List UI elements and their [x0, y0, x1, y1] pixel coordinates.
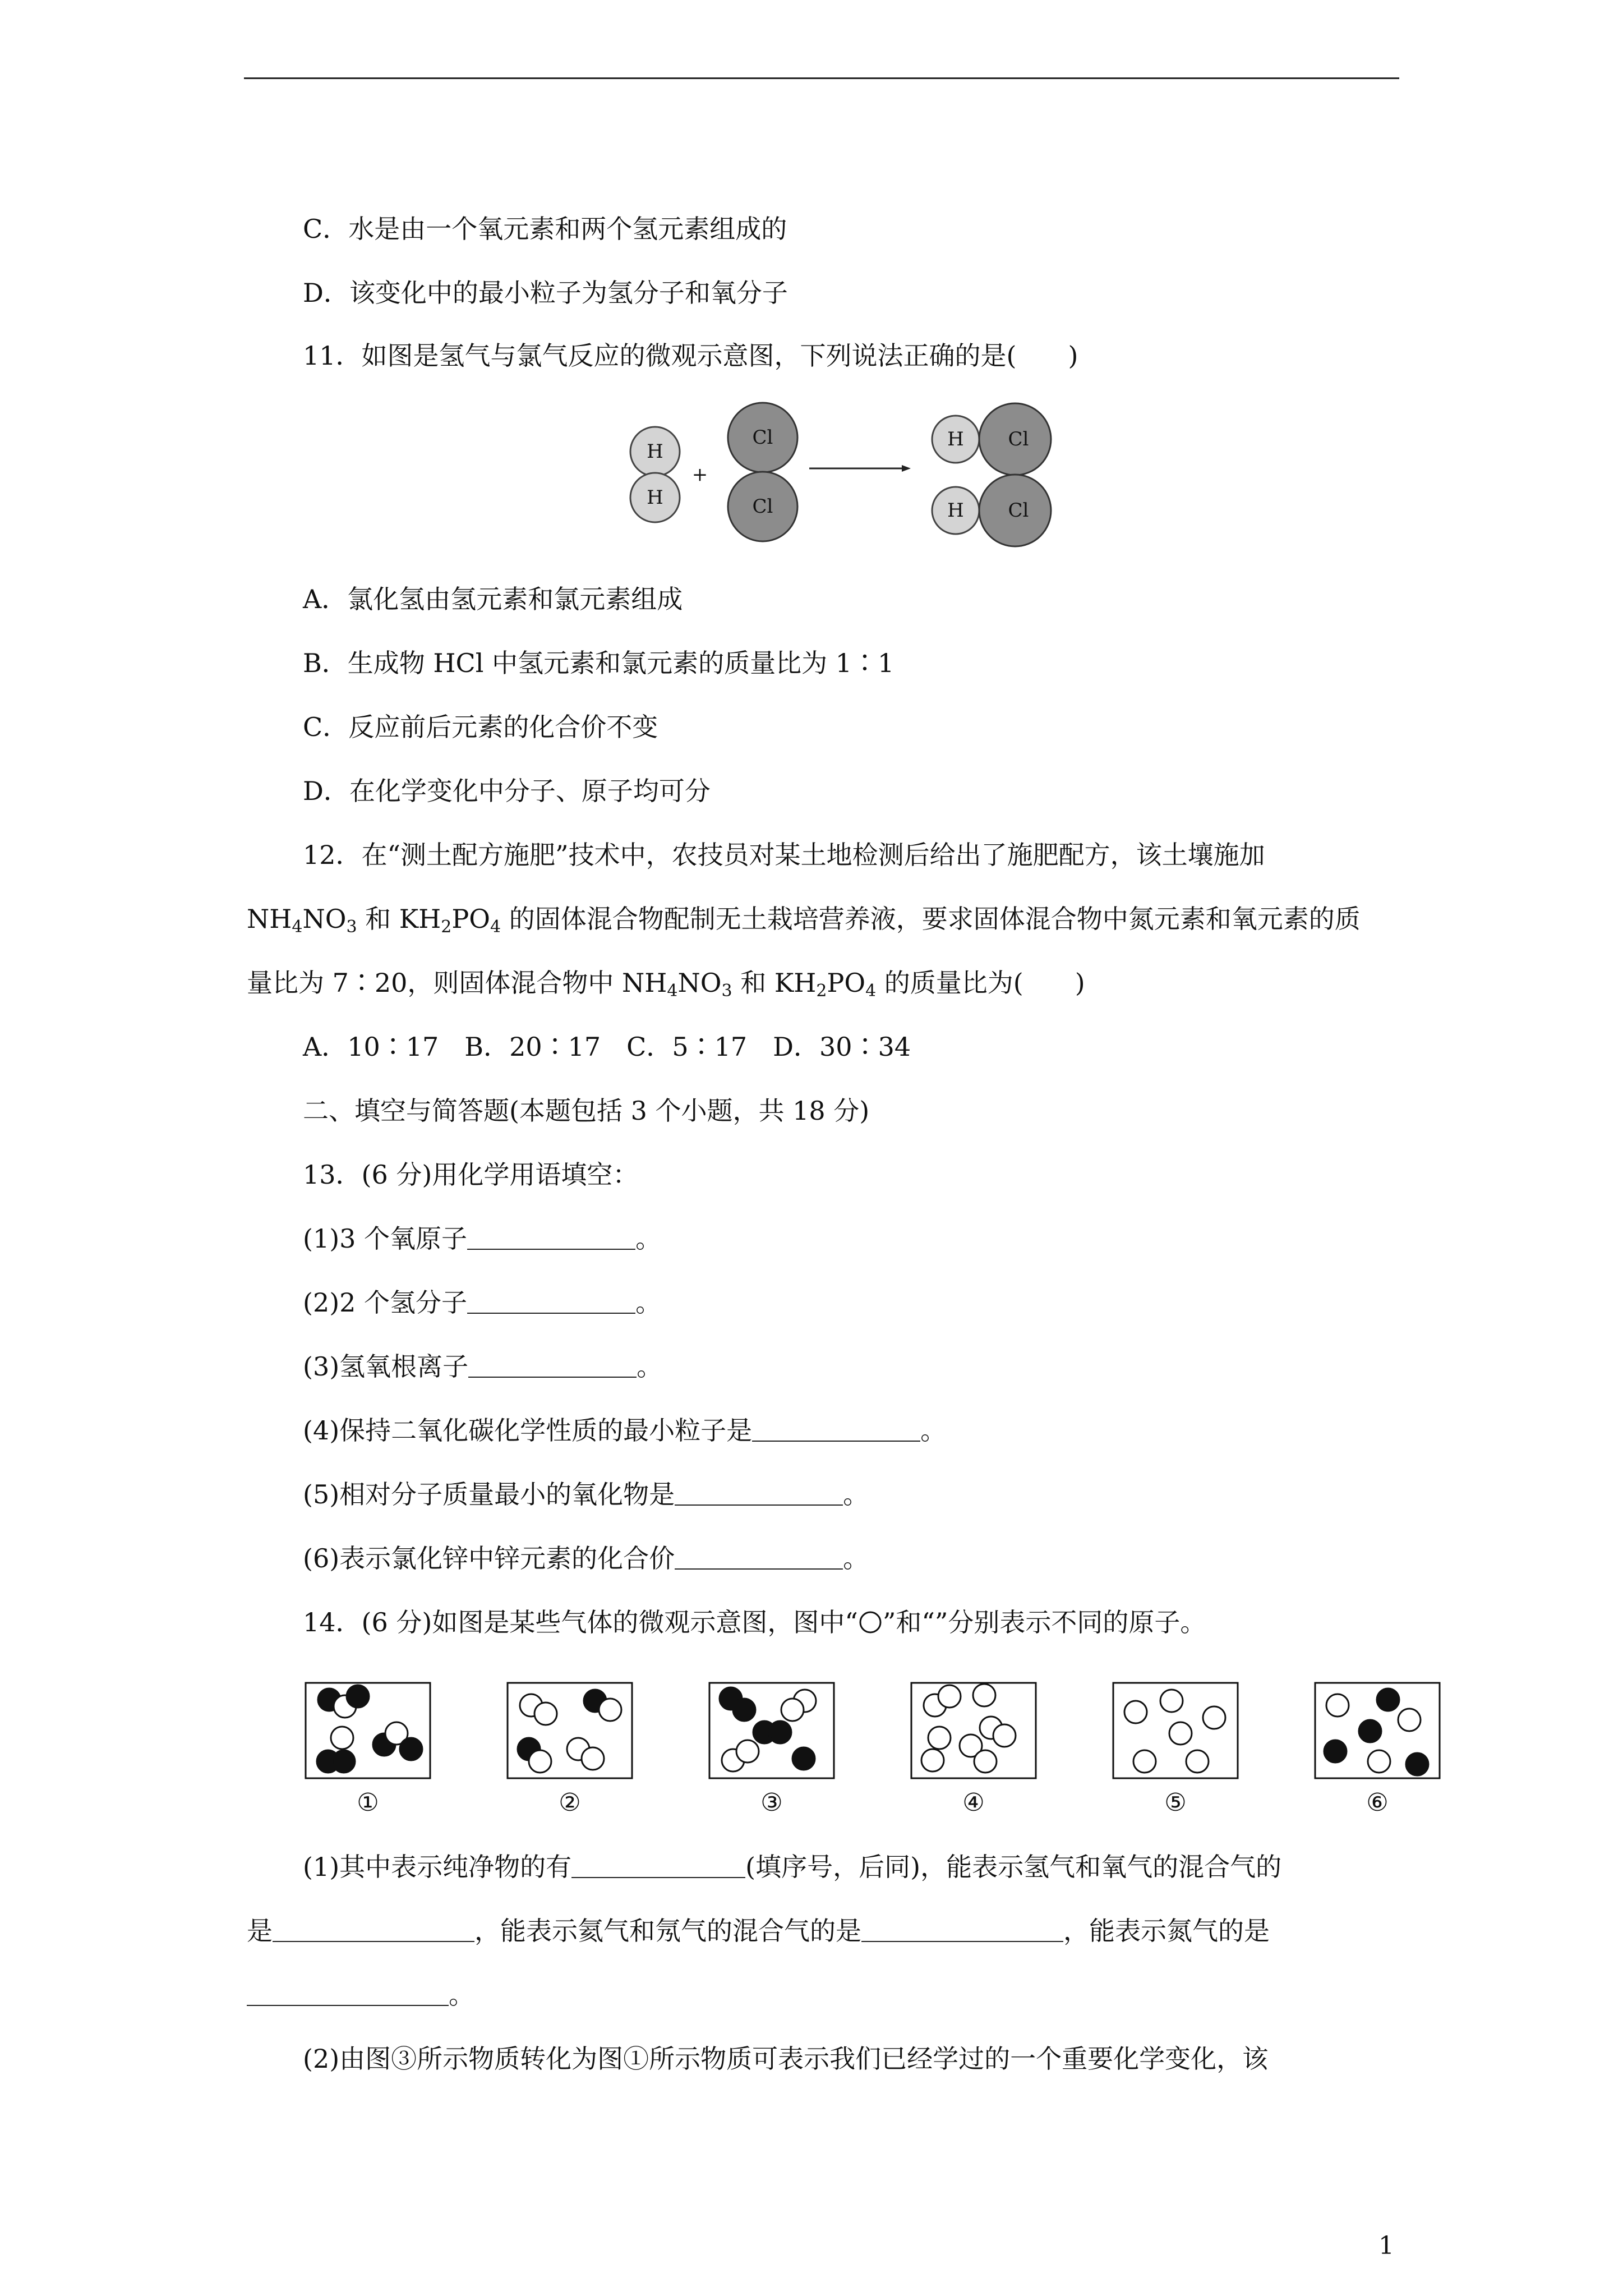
q11-option-a: A．氯化氢由氢元素和氯元素组成 [303, 584, 683, 614]
q14-part1-line3: 。 [247, 1978, 474, 2012]
cl-label: Cl [752, 426, 773, 449]
box-label-6: ⑥ [1366, 1788, 1389, 1817]
q11-option-b: B．生成物 HCl 中氢元素和氯元素的质量比为 1∶1 [303, 648, 895, 678]
answer-blank [571, 1852, 745, 1878]
plus-sign: + [691, 463, 708, 486]
q13-item-1: (1)3 个氧原子 。 [303, 1223, 662, 1254]
cl-label: Cl [752, 495, 773, 518]
answer-blank [273, 1916, 474, 1942]
answer-blank [467, 1224, 635, 1250]
q13-stem: 13．(6 分)用化学用语填空： [303, 1159, 639, 1190]
q13-item-5: (5)相对分子质量最小的氧化物是 。 [303, 1479, 869, 1510]
q13-item-4: (4)保持二氧化碳化学性质的最小粒子是 。 [303, 1415, 947, 1446]
box-label-4: ④ [962, 1788, 985, 1817]
q14-part1-line2: 是 ，能表示氦气和氖气的混合气的是 ，能表示氮气的是 [247, 1916, 1270, 1946]
cl-label: Cl [1008, 428, 1029, 450]
q14-gas-diagram [300, 1677, 1455, 1823]
q12-line-1: 12．在“测土配方施肥”技术中，农技员对某土地检测后给出了施肥配方，该土壤施加 [303, 840, 1265, 870]
h-label: H [647, 486, 663, 509]
q11-stem: 11．如图是氢气与氯气反应的微观示意图，下列说法正确的是( ) [303, 341, 1078, 371]
q12-line-2: $NH_4NO_3$ 和 $KH_2PO_4$ 的固体混合物配制无土栽培营养液，要求固体混合物中氮元素和氧元素的质 [247, 904, 1361, 937]
q11-reaction-diagram [617, 401, 1066, 553]
answer-blank [675, 1480, 843, 1506]
header-rule [244, 77, 1399, 79]
white-atom-icon [858, 1610, 883, 1635]
page-number: 1 [1378, 2231, 1394, 2260]
answer-blank [752, 1416, 920, 1442]
h-label: H [947, 428, 964, 450]
q11-option-d: D．在化学变化中分子、原子均可分 [303, 776, 711, 806]
box-label-5: ⑤ [1164, 1788, 1187, 1817]
answer-blank [675, 1544, 843, 1570]
answer-blank [467, 1288, 635, 1314]
section-2-heading: 二、填空与简答题(本题包括 3 个小题，共 18 分) [303, 1096, 870, 1126]
q12-options: A．10∶17 B．20∶17 C．5∶17 D．30∶34 [303, 1032, 911, 1062]
q14-part2: (2)由图③所示物质转化为图①所示物质可表示我们已经学过的一个重要化学变化，该 [303, 2044, 1269, 2074]
q12-line-3: 量比为 7∶20，则固体混合物中 $NH_4NO_3$ 和 $KH_2PO_4$ 的质量比为( ) [247, 968, 1085, 1001]
q14-stem: 14．(6 分)如图是某些气体的微观示意图，图中“ ”和“”分别表示不同的原子。 [303, 1607, 1206, 1637]
q13-item-2: (2)2 个氢分子 。 [303, 1287, 662, 1318]
q13-item-6: (6)表示氯化锌中锌元素的化合价 。 [303, 1543, 869, 1573]
answer-blank [468, 1352, 637, 1378]
h-label: H [947, 499, 964, 522]
box-label-2: ② [559, 1788, 581, 1817]
q10-option-d: D．该变化中的最小粒子为氢分子和氧分子 [303, 278, 788, 308]
q14-part1-line1: (1)其中表示纯净物的有 (填序号，后同)，能表示氢气和氧气的混合气的 [303, 1852, 1282, 1882]
q13-item-3: (3)氢氧根离子 。 [303, 1351, 663, 1382]
h-label: H [647, 440, 663, 463]
answer-blank [861, 1916, 1063, 1942]
q10-option-c: C．水是由一个氧元素和两个氢元素组成的 [303, 214, 787, 244]
arrow-head [902, 465, 911, 472]
box-label-1: ① [357, 1788, 379, 1817]
box-label-3: ③ [760, 1788, 783, 1817]
cl-label: Cl [1008, 499, 1029, 522]
q11-option-c: C．反应前后元素的化合价不变 [303, 712, 658, 742]
answer-blank [247, 1980, 449, 2006]
